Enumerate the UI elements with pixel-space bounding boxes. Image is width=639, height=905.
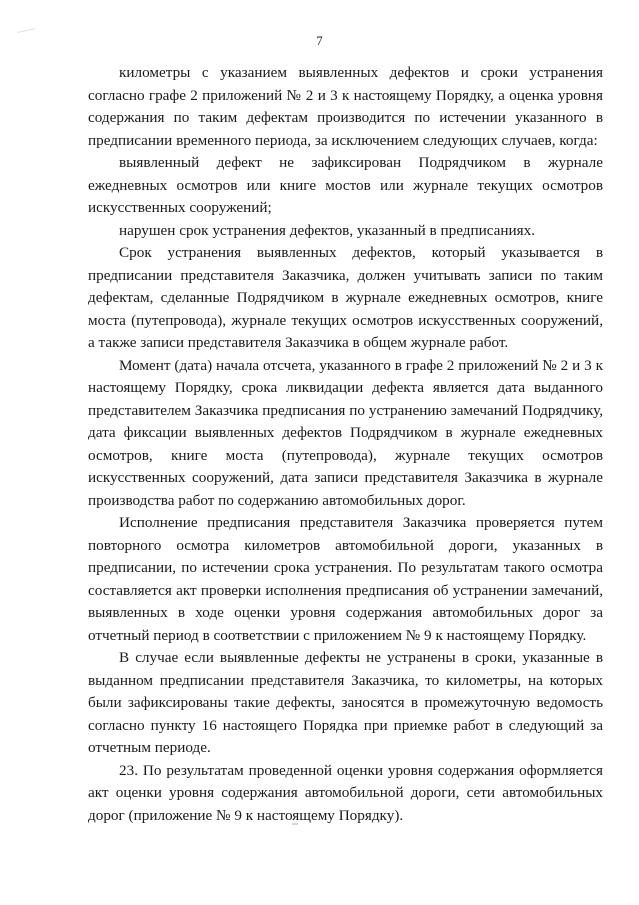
paragraph-3: нарушен срок устранения дефектов, указанный в предписаниях. [119,221,536,239]
paragraph-2: выявленный дефект не зафиксирован Подрядчиком в журнале ежедневных осмотров или книге мостов или журнале текущих осмотров искусственных сооружений; [88,154,603,216]
paragraph-8: 23. По результатам проведенной оценки уровня содержания оформляется акт оценки уровня содержания автомобильной дороги, сети автомобильных дорог (приложение № 9 к настоящему Порядку). [88,761,603,824]
paragraph-4: Срок устранения выявленных дефектов, который указывается в предписании представителя Заказчика, должен учитывать записи по таким дефектам, сделанные Подрядчиком в журнале ежедневных осмотров, книге моста (путепровода), журнале текущих осмотров искусственных сооружений, а также записи представителя Заказчика в общем журнале работ. [88,244,603,351]
scan-artifact-dot [292,823,298,825]
body-text [88,62,603,827]
paragraph-1: километры с указанием выявленных дефектов и сроки устранения согласно графе 2 приложений № 2 и 3 к настоящему Порядку, а оценка уровня содержания по таким дефектам производится по истечении указанного в предписании временного периода, за исключением следующих случаев, когда: [88,64,603,149]
paragraph-5: Момент (дата) начала отсчета, указанного в графе 2 приложений № 2 и 3 к настоящему Порядку, срока ликвидации дефекта является дата выданного представителем Заказчика предписания по устранению замечаний Подрядчику, дата фиксации выявленных дефектов Подрядчиком в журнале ежедневных осмотров, книге моста (путепровода), журнале текущих осмотров искусственных сооружений, дата записи представителя Заказчика в журнале производства работ по содержанию автомобильных дорог. [88,356,603,509]
paragraph-6: Исполнение предписания представителя Заказчика проверяется путем повторного осмотра километров автомобильной дороги, указанных в предписании, по истечении срока устранения. По результатам такого осмотра составляется акт проверки исполнения предписания об устранении замечаний, выявленных в ходе оценки уровня содержания автомобильных дорог за отчетный период в соответствии с приложением № 9 к настоящему Порядку. [88,514,603,644]
page-number: 7 [316,34,323,48]
paragraph-7: В случае если выявленные дефекты не устранены в сроки, указанные в выданном предписании представителя Заказчика, то километры, на которых были зафиксированы такие дефекты, заносятся в промежуточную ведомость согласно пункту 16 настоящего Порядка при приемке работ в следующий за отчетным периоде. [88,649,603,756]
